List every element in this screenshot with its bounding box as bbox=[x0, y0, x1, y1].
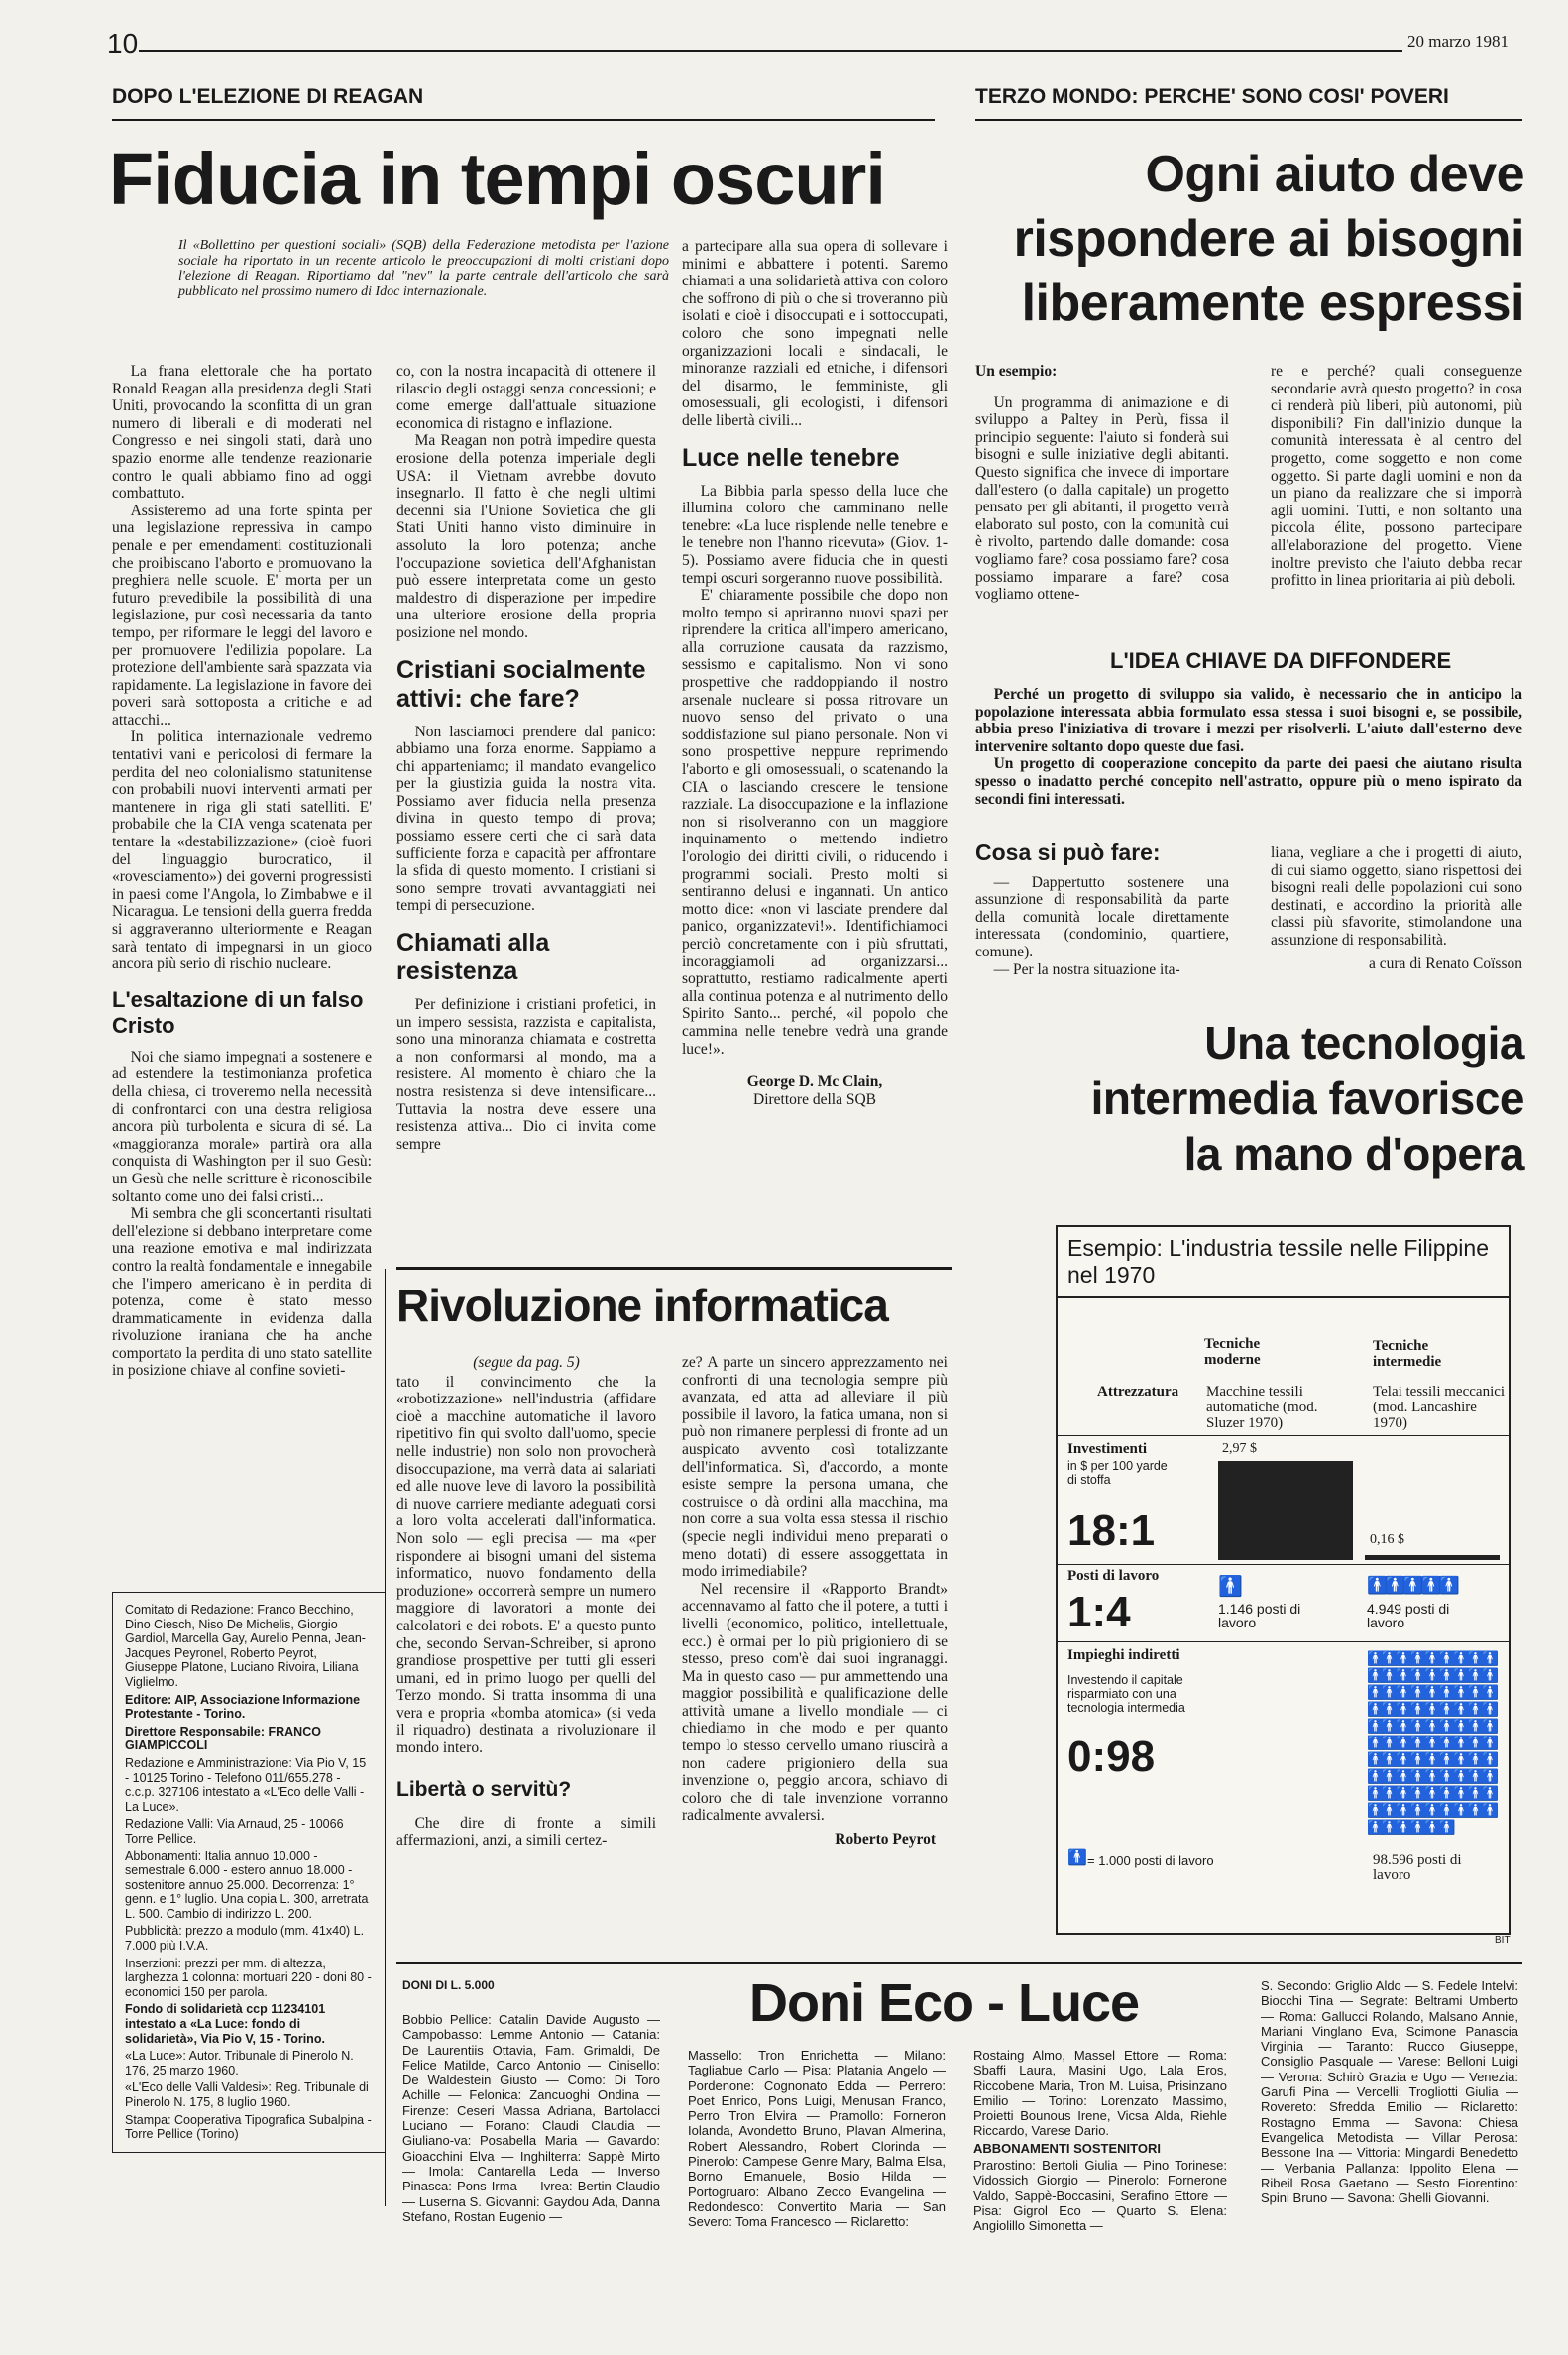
left-col-3 bbox=[682, 238, 948, 1108]
paragraph: Noi che siamo impegnati a sostenere e ad estendere la testimonianza profetica della chiesa, ci troveremo nella necessità di confrontarci con una destra religiosa ancora più turbolenta e sicura di sé. La «maggioranza morale» partirà ora alla conquista di Washington per il suo Gesù: un Gesù che nelle scritture è riconoscibile soltanto come uno dei falsi cristi... bbox=[112, 1048, 372, 1205]
tecnologia-headline: Una tecnologia intermedia favorisce la mano d'opera bbox=[1090, 1017, 1524, 1179]
cosa-title: Cosa si può fare: bbox=[975, 840, 1161, 865]
paragraph: Un programma di animazione e di sviluppo a Paltey in Perù, fissa il principio seguente: l'aiuto si fonderà sui bisogni e sulle iniziative degli abitanti. Questo significa che invece di importare dall'estero (o dalla capitale) un progetto pensato per gli abitanti, il progetto verrà elaborato sul posto, con la comunità cui è rivolto, partendo dalle domande: cosa vogliamo fare? cosa possiamo fare? cosa possiamo imparare a fare? cosa vogliamo ottene- bbox=[975, 393, 1229, 604]
imp-sub: Investendo il capitale risparmiato con una tecnologia intermedia bbox=[1067, 1673, 1185, 1715]
cosa-col-2 bbox=[1271, 844, 1522, 972]
paragraph: Per definizione i cristiani profetici, in un impero sessista, razzista e capitalista, sono una minoranza chiamata e costretta a non conformarsi al mondo, ma a resistere. Al momento è chiaro che la nostra resistenza si deve intensificare... Tuttavia la nostra deve essere una resistenza attiva... Dio ci invita come sempre bbox=[396, 996, 656, 1153]
paragraph: Non lasciamoci prendere dal panico: abbiamo una forza enorme. Sappiamo a chi apparteniamo; il mandato evangelico per la giustizia guida la nostra vita. Possiamo aver fiducia nella presenza divina in questo tempo di prova; possiamo essere certi che ci sarà data sufficiente forza e capacità per affrontare la sfida di questo momento. I cristiani si sono sempre trovati avvantaggiati nei tempi di persecuzione. bbox=[396, 723, 656, 915]
text: Rostaing Almo, Massel Ettore — Roma: Sbaffi Laura, Masini Ugo, Lala Eros, Riccobene Maria, Tron M. Luisa, Prisinzano Emilio — Torino: Lorenzato Massimo, Proietti Bounous Irene, Vicsa Alda, Riehle Riccardo, Varese Dario. bbox=[973, 2048, 1227, 2139]
posti-label: Posti di lavoro bbox=[1067, 1568, 1160, 1584]
colophon-line: Editore: AIP, Associazione Informazione Protestante - Torino. bbox=[125, 1692, 361, 1722]
right-col-2 bbox=[1271, 363, 1522, 590]
left-kicker: DOPO L'ELEZIONE DI REAGAN bbox=[112, 85, 424, 108]
colophon-line: Direttore Responsabile: FRANCO GIAMPICCOLI bbox=[125, 1724, 321, 1753]
divider bbox=[1058, 1564, 1509, 1565]
imp-legend: = 1.000 posti di lavoro bbox=[1087, 1853, 1214, 1868]
inv-sub: in $ per 100 yarde di stoffa bbox=[1067, 1459, 1168, 1487]
signature: Roberto Peyrot bbox=[835, 1831, 936, 1849]
paragraph: ze? A parte un sincero apprezzamento nei confronti di una tecnologia sempre più avanzata, ed atta ad alleviare il più possibile il lavoro, la fatica umana, non si può non rimanere perplessi di fronte ad un auspicato avvento così totalizzante dell'informatica. Sì, d'accordo, a monte esiste sempre la persona umana, che costruisce o dà ordini alla macchina, ma non corre a sua volta essa stessa il rischio (specie negli individui meno preparati o meno dotati) di essere assoggettata in modo irrimediabile? bbox=[682, 1354, 948, 1581]
inv-label: Investimenti bbox=[1067, 1441, 1147, 1457]
colophon-line: Redazione e Amministrazione: Via Pio V, 15 - 10125 Torino - Telefono 011/655.278 - c.c.p. 327106 intestato a «L'Eco delle Valli - La Luce». bbox=[125, 1755, 367, 1814]
attrezzatura-modern: Macchine tessili automatiche (mod. Sluzer 1970) bbox=[1206, 1384, 1318, 1431]
paragraph: re e perché? quali conseguenze secondarie avrà questo progetto? in cosa ci renderà più liberi, più autonomi, più disponibili? Fin dall'inizio dunque la comunità interessata è al centro del progetto, come soggetto e non come oggetto. Si parte dagli uomini e non da un piano da realizzare che si imporrà agli uomini. Tutti, e non soltanto una piccola élite, possono partecipare all'elaborazione del progetto. Viene inoltre previsto che l'aiuto debba recar profitto in linea prioritaria ai più deboli. bbox=[1271, 363, 1522, 590]
paragraph: In politica internazionale vedremo tentativi vani e pericolosi di fermare la perdita del neo colonialismo statunitense con probabili nuovi interventi armati per mantenere in riga gli stati satelliti. E' probabile che la CIA venga scatenata per tentare la «destabilizzazione» (cioè fuori del linguaggio burocratico, il «rovesciamento») dei governi progressisti in paesi come l'Angola, lo Zimbabwe e il Nicaragua. Le tensioni della guerra fredda si aggraveranno ulteriormente e Reagan sarà tentato di impegnarsi in un gioco ancora più serio di rischio nucleare. bbox=[112, 729, 372, 973]
paragraph: co, con la nostra incapacità di ottenere il rilascio degli ostaggi senza concessioni; e come emerge dall'attuale situazione economica di ristagno e inflazione. bbox=[396, 363, 656, 432]
imp-ratio: 0:98 bbox=[1067, 1733, 1156, 1781]
left-kicker-rule bbox=[112, 119, 935, 121]
paragraph: — Dappertutto sostenere una assunzione di responsabilità da parte della comunità locale direttamente interessata (condominio, quartiere, comune). bbox=[975, 873, 1229, 960]
masthead-rule bbox=[139, 50, 1402, 52]
paragraph: E' chiaramente possibile che dopo non molto tempo si apriranno nuovi spazi per riprendere la critica all'impero americano, alla corruzione causata da razzismo, sessismo e capitalismo. Non vi sono prospettive che raddoppiando il nostro arsenale nucleare si possa ritrovare un nuovo senso del privato o una soddisfazione sul piano personale. Non vi sono prospettive neppure reprimendo l'aborto e gli omosessuali, o scatenando la CIA o lasciando crescere le tensione razziale. La disoccupazione e la inflazione non si risolveranno con un maggiore inquinamento o mettendo indietro l'orologio dei diritti civili, o riducendo i programmi sociali. Presto molti si sentiranno delusi e ingannati. Un antico motto dice: «non vi lasciate prendere dal panico, organizzatevi!». Identifichiamoci perciò concretamente con i più sfruttati, incoraggiamoli ad organizzarsi... soprattutto, restiamo radicalmente aperti alla continua potenza e al nutrimento dello Spirito Santo... perché, «il popolo che cammina nelle tenebre vedrà una grande luce!». bbox=[682, 587, 948, 1058]
paragraph: liana, vegliare a che i progetti di aiuto, di cui siamo oggetto, siano rispettosi dei bisogni reali delle popolazioni cui sono destinati, e accordino la priorità alle classi più sfavorite, stimolandone una assunzione di responsabilità. bbox=[1271, 844, 1522, 949]
doni-label: DONI DI L. 5.000 bbox=[402, 1978, 495, 1992]
colophon-line: Fondo di solidarietà ccp 11234101 intestato a «La Luce: fondo di solidarietà», Via Pio V, 15 - Torino. bbox=[125, 2002, 326, 2046]
right-headline: Ogni aiuto deve rispondere ai bisogni liberamente espressi bbox=[1013, 146, 1524, 332]
paragraph: Perché un progetto di sviluppo sia valido, è necessario che in anticipo la popolazione interessata abbia formulato essa stessa i suoi bisogni e, se possibile, abbia preso l'iniziativa di trovare i mezzi per risolverli. L'aiuto dall'esterno deve intervenire soltanto dopo queste due fasi. bbox=[975, 686, 1522, 755]
divider bbox=[1058, 1296, 1509, 1298]
inv-intermediate-value: 0,16 $ bbox=[1370, 1532, 1404, 1547]
inv-ratio: 18:1 bbox=[1067, 1507, 1156, 1555]
colophon-line: «La Luce»: Autor. Tribunale di Pinerolo N. 176, 25 marzo 1960. bbox=[125, 2049, 354, 2077]
doni-col-4: S. Secondo: Griglio Aldo — S. Fedele Intelvi: Biocchi Tina — Segrate: Beltrami Umberto — Roma: Gallucci Rolando, Malsano Annie, Mariani Vinglano Eva, Scimone Panascia Virginia — Taranto: Rucco Giuseppe, Consiglio Pasquale — Varese: Belloni Luigi — Verona: Schirò Grazia e Ugo — Venezia: Garufi Pina — Vercelli: Trogliotti Giulia — Rovereto: Sfredda Emilio — Riclaretto: Rostagno Emma — Savona: Chiesa Evangelica Metodista — Villar Perosa: Bessone Ina — Vittoria: Mingardi Benedetto — Verbania Pallanza: Ippolito Elena — Ribeil Rosa Gaetano — Sesto Fiorentino: Spini Bruno — Savona: Ghelli Giovanni. bbox=[1261, 1978, 1518, 2206]
paragraph: tato il convincimento che la «robotizzazione» nell'industria (affidare cioè a macchine automatiche il lavoro ripetitivo fin qui svolto dall'uomo, specie nelle industrie) non solo non provocherà disoccupazione, ma verrà data ai salariati ed alle nuove leve di lavoro la possibilità di nuove carriere mediante adeguati corsi a loro volta accelerati dall'informatica. Non solo — egli precisa — ma «per rispondere ai bisogni umani del sistema informatico, nuovo fondamento della produzione» occorrerà sempre un numero maggiore di lavoratori a monte dei calcolatori e dei robots. E' a questo punto che, secondo Servan-Schreiber, si aprono grandiose prospettive per tutti gli esseri umani, ed in primo luogo per quelli del Terzo mondo. Si tratta insomma di una vera e propria «bomba atomica» (si veda il riquadro) destinata a rivoluzionare il mondo intero. bbox=[396, 1373, 656, 1757]
paragraph: Che dire di fronte a simili affermazioni, anzi, a simili certez- bbox=[396, 1814, 656, 1850]
paragraph: — Per la nostra situazione ita- bbox=[993, 960, 1180, 978]
rivoluzione-col-2 bbox=[682, 1354, 948, 1849]
rivoluzione-top-rule bbox=[396, 1267, 952, 1270]
divider bbox=[1058, 1641, 1509, 1642]
head-modern: Tecniche moderne bbox=[1204, 1336, 1261, 1368]
person-icon-grid: 🚹🚹🚹🚹🚹🚹🚹🚹🚹🚹🚹🚹🚹🚹🚹🚹🚹🚹🚹🚹🚹🚹🚹🚹🚹🚹🚹🚹🚹🚹🚹🚹🚹🚹🚹🚹🚹🚹🚹🚹🚹🚹🚹🚹🚹🚹🚹🚹🚹🚹🚹🚹🚹🚹🚹🚹🚹🚹🚹🚹🚹🚹🚹🚹🚹🚹🚹🚹🚹🚹🚹🚹🚹🚹🚹🚹🚹🚹🚹🚹🚹🚹🚹🚹🚹🚹🚹🚹🚹🚹🚹🚹🚹🚹🚹🚹 bbox=[1367, 1652, 1496, 1836]
attrezzatura-label: Attrezzatura bbox=[1097, 1384, 1179, 1400]
right-kicker: TERZO MONDO: PERCHE' SONO COSI' POVERI bbox=[975, 85, 1449, 108]
doni-col-2: Massello: Tron Enrichetta — Milano: Tagliabue Carlo — Pisa: Platania Angelo — Pordenone: Cognonato Edda — Perrero: Poet Enrico, Pons Luigi, Menusan Franco, Perro Tron Elvira — Pramollo: Forneron Iolanda, Avondetto Bruno, Plavan Almerina, Robert Alessandro, Robert Clorinda — Pinerolo: Campese Genre Mary, Balma Elsa, Borno Emanuele, Bosio Hilda — Portogruaro: Albano Zecco Evangelina — Redondesco: Convertito Maria — San Severo: Toma Francesco — Riclaretto: bbox=[688, 2048, 946, 2230]
paragraph: a partecipare alla sua opera di sollevare i minimi e abbattere i potenti. Saremo chiamati a una solidarietà attiva con coloro che soffrono di più o che si troveranno più isolati e cioè i disoccupati e i sottoccupati, coloro che sono impegnati nelle organizzazioni locali e sindacali, le minoranze razziali ed etniche, i difensori del disarmo, le femministe, gli omosessuali, gli ecologisti, i difensori delle libertà civili... bbox=[682, 238, 948, 429]
text: Prarostino: Bertoli Giulia — Pino Torinese: Vidossich Giorgio — Pinerolo: Fornerone Valdo, Sappè-Boccasini, Serafino Ettore — Pisa: Gigrol Eco — Quarto S. Elena: Angiolillo Simonetta — bbox=[973, 2158, 1227, 2234]
paragraph: La Bibbia parla spesso della luce che illumina coloro che camminano nelle tenebre: «La luce risplende nelle tenebre e le tenebre non l'hanno ricevuta» (Giov. 1-5). Possiamo avere fiducia che in questi tempi oscuri sorgeranno nuove possibilità. bbox=[682, 482, 948, 587]
posti-ratio: 1:4 bbox=[1067, 1588, 1131, 1636]
signature-role: Direttore della SQB bbox=[753, 1090, 876, 1108]
example-label: Un esempio: bbox=[975, 363, 1058, 380]
paragraph: Mi sembra che gli sconcertanti risultati dell'elezione si debbano interpretare come una reazione emotiva e mal indirizzata contro la realtà fondamentale e innegabile che l'impero americano è in perdita di potenza, come è stato messo drammaticamente in evidenza dalla rivoluzione iraniana che ha anche comportato la perdita di uno stato satellite in posizione chiave al confine sovieti- bbox=[112, 1205, 372, 1380]
doni-col-1: Bobbio Pellice: Catalin Davide Augusto — Campobasso: Lemme Antonio — Catania: De Laurentiis Ottavia, Fam. Grimaldi, De Felice Matilde, Carco Antonio — Cinisello: De Waldestein Giusto — Como: Di Toro Achille — Felonica: Zancuoghi Ondina — Firenze: Ceseri Massa Adriana, Bartolacci Luciano — Forano: Claudi Claudia — Giuliano-va: Posabella Maria — Gavardo: Gioacchini Elva — Inghilterra: Sappè Mirto — Imola: Cantarella Leda — Inverso Pinasca: Pons Irma — Ivrea: Bertin Claudio — Luserna S. Giovanni: Gaydou Ada, Danna Stefano, Rostan Eugenio — bbox=[402, 2012, 660, 2224]
page-number: 10 bbox=[107, 28, 139, 58]
divider bbox=[1058, 1435, 1509, 1436]
left-col-2 bbox=[396, 363, 656, 1153]
column-rule bbox=[385, 1269, 386, 2206]
inv-modern-value: 2,97 $ bbox=[1222, 1441, 1257, 1456]
idea-box bbox=[975, 686, 1522, 808]
colophon-line: Redazione Valli: Via Arnaud, 25 - 10066 Torre Pellice. bbox=[125, 1817, 344, 1846]
rivoluzione-col-1 bbox=[396, 1354, 656, 1850]
signature-name: George D. Mc Clain, bbox=[746, 1073, 883, 1091]
subheading: Libertà o servitù? bbox=[396, 1777, 572, 1801]
abbonamenti-title: ABBONAMENTI SOSTENITORI bbox=[973, 2140, 1161, 2156]
paragraph: Assisteremo ad una forte spinta per una legislazione repressiva in campo penale e per emendamenti costituzionali che proibiscano l'aborto e promuovano la preghiera nelle scuole. E' morta per un futuro prevedibile la possibilità di una legislazione, pur così necessaria da tanto tempo, per riformare le leggi del lavoro e per promuovere l'edilizia popolare. La protezione dell'ambiente sarà spazzata via rapidamente. La legislazione in favore dei poveri sarà sottoposta a critiche e ad attacchi... bbox=[112, 502, 372, 729]
left-col-1 bbox=[112, 363, 372, 1380]
doni-top-rule bbox=[396, 1962, 1522, 1964]
posti-modern: 1.146 posti di lavoro bbox=[1218, 1601, 1301, 1630]
paragraph: Ma Reagan non potrà impedire questa erosione della potenza imperiale degli USA: il Vietnam avrebbe dovuto insegnarlo. Il fatto è che negli ultimi decenni sia l'Unione Sovietica che gli Stati Uniti hanno visto diminuire in assoluto la loro potenza; anche l'occupazione sovietica dell'Afghanistan può essere interpretata come un gesto maldestro di disperazione per impedire una ulteriore erosione della propria posizione nel mondo. bbox=[396, 432, 656, 641]
imp-label: Impieghi indiretti bbox=[1067, 1647, 1180, 1663]
continuation-note: (segue da pag. 5) bbox=[473, 1354, 580, 1371]
attrezzatura-intermediate: Telai tessili meccanici (mod. Lancashire 1970) bbox=[1373, 1384, 1506, 1431]
cosa-col-1 bbox=[975, 840, 1229, 978]
colophon-box bbox=[112, 1592, 386, 2153]
inv-bar-intermediate bbox=[1365, 1555, 1500, 1560]
right-kicker-rule bbox=[975, 119, 1522, 121]
colophon-line: Abbonamenti: Italia annuo 10.000 - semestrale 6.000 - estero annuo 18.000 - sostenitore annuo 25.000. Decorrenza: 1° genn. e 1° luglio. Una copia L. 300, arretrata L. 500. Cambio di indirizzo L. 200. bbox=[125, 1849, 369, 1921]
colophon-line: Pubblicità: prezzo a modulo (mm. 41x40) L. 7.000 più I.V.A. bbox=[125, 1924, 365, 1954]
subheading: Luce nelle tenebre bbox=[682, 443, 900, 472]
person-icons-group: 🚹🚹🚹🚹🚹 bbox=[1367, 1576, 1457, 1595]
credit: a cura di Renato Coïsson bbox=[1369, 954, 1522, 972]
doni-headline: Doni Eco - Luce bbox=[749, 1973, 1140, 2033]
subheading: Chiamati alla resistenza bbox=[396, 929, 550, 986]
colophon-line: «L'Eco delle Valli Valdesi»: Reg. Tribunale di Pinerolo N. 175, 8 luglio 1960. bbox=[125, 2080, 369, 2109]
inv-bar-modern bbox=[1218, 1461, 1353, 1560]
colophon-line: Comitato di Redazione: Franco Becchino, Dino Ciesch, Niso De Michelis, Giorgio Gardiol, Marcella Gay, Aurelio Penna, Jean-Jacques Peyronel, Roberto Peyrot, Giuseppe Platone, Luciano Rivoira, Liliana Viglielmo. bbox=[125, 1603, 366, 1689]
left-intro: Il «Bollettino per questioni sociali» (SQB) della Federazione metodista per l'azione sociale ha riportato in un recente articolo le preoccupazioni di molti cristiani dopo l'elezione di Reagan. Riportiamo dal "nev" la parte centrale dell'articolo che sarà pubblicato nel prossimo numero di Idoc internazionale. bbox=[178, 238, 669, 299]
head-intermediate: Tecniche intermedie bbox=[1373, 1338, 1442, 1370]
doni-col-3 bbox=[973, 2048, 1227, 2234]
left-headline: Fiducia in tempi oscuri bbox=[109, 138, 885, 220]
posti-intermediate: 4.949 posti di lavoro bbox=[1367, 1601, 1450, 1630]
legend-person-icon: 🚹 bbox=[1067, 1850, 1087, 1866]
imp-intermediate: 98.596 posti di lavoro bbox=[1373, 1852, 1462, 1883]
infographic-source: BIT bbox=[1495, 1935, 1511, 1946]
paragraph: Nel recensire il «Rapporto Brandt» accennavamo al fatto che il potere, a tutti i livelli (economico, politico, intellettuale, ecc.) è ormai per lo più prigioniero di se stesso, preso com'è dai suoi ingranaggi. Ma in questo caso — pur ammettendo una maggior possibilità e qualificazione delle attività umane a livello mondiale — ci chiediamo in che modo e per quanto tempo lo stesso cervello umano riuscirà a non cadere prigioniero della sua invenzione o, peggio ancora, schiavo di coloro che di tale invenzione vorranno radicalmente avvalersi. bbox=[682, 1580, 948, 1825]
person-icon: 🚹 bbox=[1218, 1576, 1243, 1598]
page-date: 20 marzo 1981 bbox=[1407, 32, 1509, 51]
infographic-title: Esempio: L'industria tessile nelle Filippine nel 1970 bbox=[1067, 1235, 1489, 1288]
paragraph: La frana elettorale che ha portato Ronald Reagan alla presidenza degli Stati Uniti, provocando la sconfitta di un gran numero di liberali e di moderati nel Congresso e nei singoli stati, darà uno spazio enorme alle tendenze reazionarie contro le quali abbiamo fino ad oggi combattuto. bbox=[112, 363, 372, 503]
colophon-line: Stampa: Cooperativa Tipografica Subalpina - Torre Pellice (Torino) bbox=[125, 2112, 372, 2142]
idea-title: L'IDEA CHIAVE DA DIFFONDERE bbox=[1110, 648, 1452, 673]
infographic bbox=[1056, 1225, 1511, 1935]
subheading: L'esaltazione di un falso Cristo bbox=[112, 986, 364, 1038]
paragraph: Un progetto di cooperazione concepito da parte dei paesi che aiutano risulta spesso o inadatto perché concepito nell'astratto, oppure più o meno ispirato da secondi fini interessati. bbox=[975, 755, 1522, 808]
subheading: Cristiani socialmente attivi: che fare? bbox=[396, 655, 646, 713]
right-col-1 bbox=[975, 363, 1229, 604]
colophon-line: Inserzioni: prezzi per mm. di altezza, larghezza 1 colonna: mortuari 220 - doni 80 - economici 150 per parola. bbox=[125, 1956, 372, 1999]
rivoluzione-headline: Rivoluzione informatica bbox=[396, 1280, 888, 1331]
